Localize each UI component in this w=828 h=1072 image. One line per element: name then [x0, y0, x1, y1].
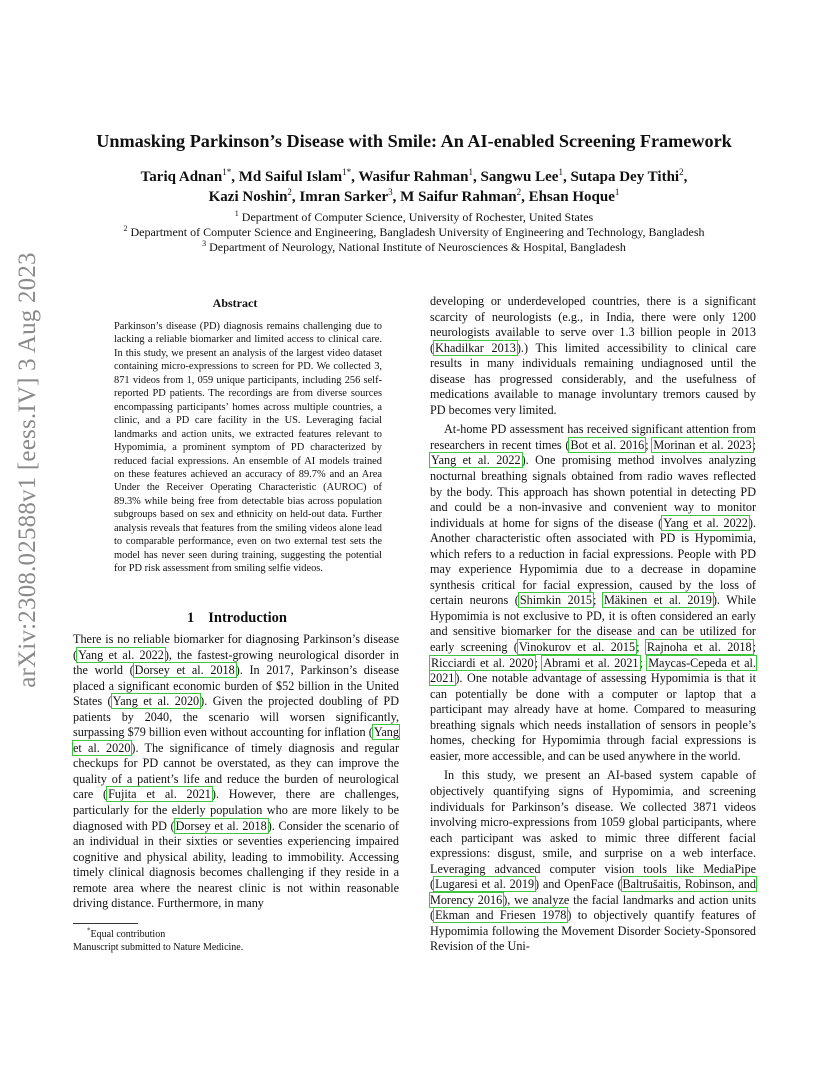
abstract-heading: Abstract	[212, 296, 258, 310]
author-affiliation-mark: 1*	[342, 167, 352, 177]
body-text: ). Given the projected doubling of PD patients by 2040, the scenario will worsen significantly, surpassing $79 billion even without accounting for inflation (	[73, 694, 400, 740]
citation-link[interactable]: Morinan et al. 2023	[653, 437, 752, 452]
body-text: ). One notable advantage of assessing Hypomimia is that it can potentially be done with a computer or laptop that a participant may already have at home. Compared to measuring breathing signals which needs installation of sensors in people’s homes, checking for Hypomimia through facial expressions is easier, more accessible, and can be used anywhere in the world.	[430, 671, 756, 763]
citation-link[interactable]: Dorsey et al. 2018	[175, 818, 267, 833]
body-text: ). In 2017, Parkinson’s disease placed a significant economic burden of $52 billion in the United States (	[73, 663, 399, 709]
affiliation-text: Department of Computer Science, University of Rochester, United States	[241, 210, 594, 224]
body-text: ). While Hypomimia is not exclusive to PD, it is often considered an early and sensitive biomarker for the disease and can be utilized for early screening (	[430, 593, 756, 655]
author-separator: ,	[562, 169, 571, 185]
author-affiliation-mark: 1	[614, 187, 620, 197]
affiliation-list	[60, 210, 768, 255]
author-affiliation-mark: 2	[679, 167, 684, 177]
author-name: Kazi Noshin	[208, 189, 288, 205]
citation-link[interactable]: Yang et al. 2020	[112, 694, 200, 709]
body-paragraph	[73, 632, 399, 912]
affiliation-text: Department of Computer Science and Engineering, Bangladesh University of Engineering and Technology, Bangladesh	[130, 225, 705, 239]
footnote-line	[73, 941, 403, 954]
citation-link[interactable]: Rajnoha et al. 2018	[646, 640, 752, 655]
affiliation-text: Department of Neurology, National Institute of Neurosciences & Hospital, Bangladesh	[209, 240, 626, 254]
author-separator: ,	[521, 189, 529, 205]
author-separator: ,	[231, 169, 239, 185]
body-text: ), the fastest-growing neurological disorder in the world (	[73, 647, 399, 678]
citation-link[interactable]: Khadilkar 2013	[435, 340, 516, 355]
author-name: Md Saiful Islam	[238, 169, 343, 185]
author-name: Sutapa Dey Tithi	[570, 169, 680, 185]
affiliation-line	[60, 240, 768, 255]
author-name: Sangwu Lee	[480, 169, 559, 185]
body-text: ), we analyze the facial landmarks and action units (	[430, 892, 756, 923]
body-text: In this study, we present an AI-based system capable of objectively quantifying signs of Hypomimia, and screening individuals for Parkinson’s disease. We collected 3871 videos involving micro-expressions from 1059 global participants, where each participant was asked to mimic three different facial expressions: disgust, smile, and surprise on a web interface. Leveraging advanced computer vision tools like MediaPipe (	[430, 768, 756, 892]
right-column-body	[430, 294, 756, 955]
body-text: ). The significance of timely diagnosis and regular checkups for PD cannot be overstated, as they can improve the quality of a patient’s life and reduce the burden of neurological care (	[73, 740, 399, 802]
author-separator: ,	[351, 169, 359, 185]
body-text: ;	[534, 655, 543, 670]
section-heading-introduction	[72, 610, 402, 627]
citation-link[interactable]: Maycas-Cepeda et al. 2021	[430, 655, 756, 686]
affiliation-mark: 1	[234, 209, 239, 218]
body-text: ;	[593, 593, 603, 608]
citation-link[interactable]: Ekman and Friesen 1978	[435, 908, 567, 923]
citation-link[interactable]: Ricciardi et al. 2020	[431, 655, 534, 670]
body-paragraph	[430, 768, 756, 955]
body-text: ). However, there are challenges, particularly for the elderly population who are more likely to be diagnosed with PD (	[73, 787, 400, 833]
citation-link[interactable]: Fujita et al. 2021	[108, 787, 211, 802]
citation-link[interactable]: Lugaresi et al. 2019	[435, 877, 535, 892]
citation-link[interactable]: Dorsey et al. 2018	[134, 663, 235, 678]
body-text: ;	[636, 640, 646, 655]
body-text: ) to objectively quantify features of Hypomimia following the Movement Disorder Society-Sponsored Revision of the Uni-	[430, 908, 756, 954]
left-column-body	[73, 632, 399, 912]
author-name: Wasifur Rahman	[358, 169, 469, 185]
footnotes	[73, 928, 403, 954]
author-list	[90, 167, 738, 207]
affiliation-mark: 3	[202, 239, 207, 248]
citation-link[interactable]: Vinokurov et al. 2015	[518, 640, 636, 655]
body-text: developing or underdeveloped countries, there is a significant scarcity of neurologists (e.g., in India, there were only 1200 neurologists available to serve over 1.3 billion people in 2013 (	[430, 294, 756, 355]
body-text: ).) This limited accessibility to clinical care results in many individuals remaining undiagnosed until the disease has progressed considerably, and the usefulness of medications available to manage involuntary tremors caused by PD becomes very limited.	[430, 340, 756, 417]
author-separator: ,	[291, 189, 300, 205]
author-separator: ,	[683, 169, 688, 185]
body-text: ;	[752, 640, 756, 655]
affiliation-line	[60, 225, 768, 240]
author-affiliation-mark: 2	[516, 187, 522, 197]
arxiv-identifier-stamp	[8, 252, 48, 688]
author-name: M Saifur Rahman	[400, 189, 517, 205]
section-title: Introduction	[208, 610, 287, 626]
author-affiliation-mark: 2	[287, 187, 292, 197]
citation-link[interactable]: Yang et al. 2022	[78, 647, 164, 662]
body-text: ) and OpenFace (	[535, 877, 622, 892]
body-text: ). One promising method involves analyzing nocturnal breathing signals obtained from radio waves reflected by the body. This approach has shown potential in detecting PD and could be a non-invasive and convenient way to monitor individuals at home for signs of the disease (	[430, 453, 756, 530]
body-paragraph	[430, 294, 756, 418]
author-separator: ,	[473, 169, 481, 185]
footnote-rule	[73, 923, 138, 924]
affiliation-mark: 2	[123, 224, 128, 233]
paper-title: Unmasking Parkinson’s Disease with Smile: An AI-enabled Screening Framework	[96, 131, 732, 151]
footnote-text: Equal contribution	[90, 929, 166, 940]
body-text: ;	[639, 655, 648, 670]
citation-link[interactable]: Mäkinen et al. 2019	[603, 593, 712, 608]
body-text: ). Another characteristic often associated with PD is Hypomimia, which refers to a reduction in facial expressions. People with PD may experience Hypomimia due to a decrease in dopamine synthesis critical for facial expression, caused by the loss of certain neurons (	[430, 515, 756, 608]
citation-link[interactable]: Bot et al. 2016	[570, 437, 645, 452]
affiliation-line	[60, 210, 768, 225]
author-separator: ,	[392, 189, 401, 205]
footnote-line	[73, 928, 403, 941]
body-text: At-home PD assessment has received significant attention from researchers in recent times (	[430, 422, 756, 452]
author-line-1	[90, 167, 738, 187]
arxiv-identifier-text: arXiv:2308.02588v1 [eess.IV] 3 Aug 2023	[14, 252, 41, 688]
author-affiliation-mark: 3	[388, 187, 393, 197]
body-text: ). Consider the scenario of an individual in their sixties or seventies experiencing impaired cognitive and physical ability, leading to immobility. Accessing timely clinical diagnosis becomes challenging if they reside in a remote area where the nearest clinic is not within reasonable driving distance. Furthermore, in many	[73, 818, 399, 911]
author-affiliation-mark: 1	[558, 167, 563, 177]
citation-link[interactable]: Baltrušaitis, Robinson, and Morency 2016	[430, 877, 756, 907]
author-affiliation-mark: 1	[468, 167, 473, 177]
footnote-mark: *	[87, 926, 91, 935]
footnote-text: Manuscript submitted to Nature Medicine.	[73, 942, 244, 953]
section-number: 1	[187, 610, 195, 626]
body-text: ;	[645, 437, 653, 452]
body-text: ;	[752, 437, 756, 452]
citation-link[interactable]: Yang et al. 2022	[431, 453, 521, 468]
author-name: Tariq Adnan	[140, 169, 223, 185]
body-paragraph	[430, 422, 756, 764]
author-line-2	[90, 187, 738, 207]
citation-link[interactable]: Shimkin 2015	[519, 593, 593, 608]
author-name: Imran Sarker	[299, 189, 389, 205]
author-affiliation-mark: 1*	[222, 167, 232, 177]
body-text: There is no reliable biomarker for diagnosing Parkinson’s disease (	[73, 632, 399, 662]
abstract-text: Parkinson’s disease (PD) diagnosis remains challenging due to lacking a reliable biomarker and limited access to clinical care. In this study, we present an analysis of the largest video dataset containing micro-expressions to screen for PD. We collected 3, 871 videos from 1, 059 unique participants, including 256 self-reported PD patients. The recordings are from diverse sources encompassing participants’ homes across multiple countries, a clinic, and a PD care facility in the US. Leveraging facial landmarks and action units, we extracted features relevant to Hypomimia, a prominent symptom of PD characterized by reduced facial expressions. An ensemble of AI models trained on these features achieved an accuracy of 89.7% and an Area Under the Receiver Operating Characteristic (AUROC) of 89.3% while being free from detectable bias across population subgroups based on sex and ethnicity on held-out data. Further analysis reveals that features from the smiling videos alone lead to comparable performance, even on two external test sets the model has never seen during training, suggesting the potential for PD risk assessment from smiling selfie videos.	[114, 321, 382, 575]
author-name: Ehsan Hoque	[528, 189, 615, 205]
citation-link[interactable]: Yang et al. 2022	[663, 515, 748, 530]
citation-link[interactable]: Yang et al. 2020	[73, 725, 399, 755]
citation-link[interactable]: Abrami et al. 2021	[543, 655, 639, 670]
